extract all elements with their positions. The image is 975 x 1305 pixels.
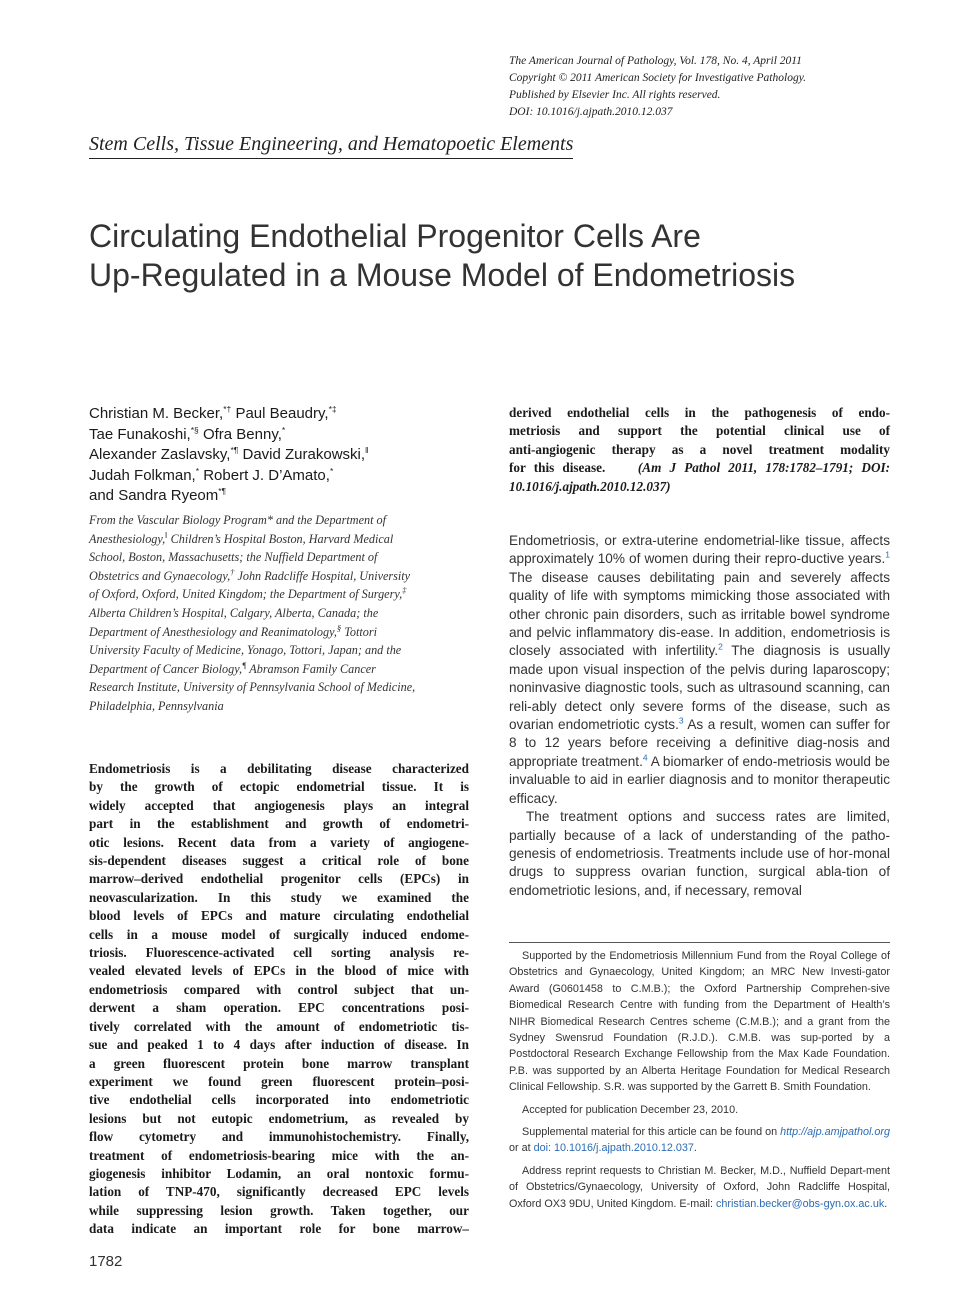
author-name: Tae Funakoshi, bbox=[89, 425, 191, 443]
author-affiliation-mark: *§ bbox=[190, 424, 199, 435]
abstract-line: neovascularization. In this study we examined the bbox=[89, 889, 469, 905]
page-number: 1782 bbox=[89, 1253, 123, 1270]
abstract-line: otic lesions. Recent data from a variety of angiogene- bbox=[89, 834, 469, 850]
author-name: Ofra Benny, bbox=[202, 425, 282, 443]
abstract-line: sis-dependent diseases suggest a critical role of bone bbox=[89, 853, 469, 869]
abstract-line: cells in a mouse model of surgically induced endome- bbox=[89, 926, 469, 942]
affiliation-text: Tottori bbox=[341, 624, 377, 639]
affiliation-text: Department of Cancer Biology, bbox=[89, 661, 242, 676]
abstract-text: for this disease. bbox=[509, 460, 606, 476]
body-paragraph bbox=[509, 532, 890, 808]
affiliation-text: of Oxford, Oxford, United Kingdom; the Department of Surgery, bbox=[89, 587, 403, 602]
abstract-line: while suppressing lesion growth. Taken together, our bbox=[89, 1202, 469, 1218]
affiliation-line: School, Boston, Massachusetts; the Nuffield Department of bbox=[89, 550, 378, 565]
abstract-line: by the growth of ectopic endometrial tissue. It is bbox=[89, 779, 469, 795]
affiliation-mark: † bbox=[230, 566, 235, 577]
affiliation-text: Abramson Family Cancer bbox=[246, 661, 376, 676]
affiliation-line bbox=[89, 660, 479, 679]
reprint-footnote bbox=[509, 1163, 890, 1212]
journal-link[interactable]: http://ajp.amjpathol.org bbox=[780, 1126, 890, 1139]
reference-link[interactable]: 3 bbox=[678, 715, 684, 726]
author-list bbox=[89, 404, 489, 507]
author-name: Alexander Zaslavsky, bbox=[89, 446, 231, 463]
affiliation-text: Anesthesiology, bbox=[89, 531, 166, 546]
affiliation-line: Alberta Children’s Hospital, Calgary, Alberta, Canada; the bbox=[89, 605, 379, 620]
abstract-line: widely accepted that angiogenesis plays an integral bbox=[89, 797, 469, 813]
article-title bbox=[89, 217, 889, 295]
reference-link[interactable]: 2 bbox=[718, 641, 723, 652]
affiliation-mark: ‖ bbox=[165, 529, 168, 540]
abstract-line: treatment of endometriosis-bearing mice with the an- bbox=[89, 1147, 469, 1163]
abstract-line: endometriosis compared with control subject that un- bbox=[89, 981, 469, 997]
copyright-line: Copyright © 2011 American Society for Investigative Pathology. bbox=[509, 72, 807, 84]
author-line bbox=[89, 404, 489, 425]
affiliation-text: Department of Anesthesiology and Reanimatology, bbox=[89, 624, 337, 639]
reference-link[interactable]: 1 bbox=[885, 549, 890, 560]
body-paragraph: The treatment options and success rates are limited, partially because of a lack of understanding of the patho-genesis of endometriosis. Treatments include use of hor-monal drugs to suppress ovarian function, surgical abla-tion of endometriotic lesions, and, if necessary, removal bbox=[509, 809, 890, 898]
author-name: Robert J. D’Amato, bbox=[203, 466, 330, 484]
author-line bbox=[89, 445, 489, 466]
abstract-line: Endometriosis is a debilitating disease characterized bbox=[89, 761, 469, 776]
abstract-line: derived endothelial cells in the pathogenesis of endo- bbox=[509, 405, 890, 420]
affiliation-mark: § bbox=[336, 622, 342, 633]
abstract-line: metriosis and support the potential clinical use of bbox=[509, 423, 890, 439]
abstract-line: lesions but not eutopic endometrium, as revealed by bbox=[89, 1110, 469, 1126]
citation-doi-text: 10.1016/j.ajpath.2010.12.037) bbox=[509, 478, 671, 494]
abstract-line: giogenesis inhibitor Lodamin, an oral nontoxic formu- bbox=[89, 1165, 469, 1181]
footnote-text: Supplemental material for this article can be found on bbox=[522, 1126, 781, 1139]
affiliation-line: From the Vascular Biology Program* and the Department of bbox=[89, 513, 386, 527]
journal-citation: (Am J Pathol 2011, 178:1782–1791; DOI: bbox=[637, 460, 891, 476]
body-text: The diagnosis is usually made upon visual inspection of the pelvis during laparoscopy; noninvasive diagnostic tools, such as ultrasound scanning, can reli-ably detect only severe forms of the disease, such as ovarian endometriotic cysts. bbox=[509, 643, 890, 733]
supplemental-footnote bbox=[509, 1124, 890, 1157]
author-affiliation-mark: *¶ bbox=[218, 486, 227, 496]
doi-link[interactable]: doi: 10.1016/j.ajpath.2010.12.037 bbox=[533, 1142, 694, 1155]
section-heading: Stem Cells, Tissue Engineering, and Hematopoetic Elements bbox=[89, 131, 573, 159]
abstract-line: tive endothelial cells incorporated into endometriotic bbox=[89, 1092, 469, 1108]
body-text: The disease causes debilitating pain and severely affects quality of life with symptoms mimicking those associated with other chronic pain disorders, such as irritable bowel syndrome and pelvic inflammatory dis-ease. In addition, endometriosis is closely associated with infertility. bbox=[509, 569, 890, 659]
journal-citation-header bbox=[509, 53, 929, 121]
citation-doi bbox=[509, 478, 890, 496]
title-line-1: Circulating Endothelial Progenitor Cells Are bbox=[89, 218, 701, 254]
affiliation-text: John Radcliffe Hospital, University bbox=[234, 568, 411, 583]
abstract-line: anti-angiogenic therapy as a novel treatment modality bbox=[509, 441, 890, 457]
author-line bbox=[89, 425, 489, 446]
author-name: David Zurakowski, bbox=[242, 446, 366, 463]
footnote-text: Address reprint requests to Christian M. Becker, M.D., Nuffield Depart-ment of Obstetrics/Gynaecology, University of Oxford, John Radcliffe Hospital, Oxford OX3 9DU, United Kingdom. E-mail: bbox=[509, 1164, 890, 1210]
author-affiliation-mark: *† bbox=[223, 404, 232, 414]
body-text: Endometriosis, or extra-uterine endometrial-like tissue, affects approximately 10% of women during their repro-ductive years. bbox=[509, 533, 890, 567]
abstract-continuation bbox=[509, 404, 890, 496]
author-line bbox=[89, 486, 489, 507]
abstract-line: triosis. Fluorescence-activated cell sorting analysis re- bbox=[89, 945, 469, 961]
funding-footnote: Supported by the Endometriosis Millennium Fund from the Royal College of Obstetrics and Gynaecology, United Kingdom; an MRC New Investi-gator Award (G0601458 to C.M.B.); the Oxford Partnership Comprehen-sive Biomedical Research Centre with funding from the Department of Health’s NIHR Biomedical Research Centres scheme (C.M.B.); and a grant from the Sydney Swensrud Foundation (R.J.D.). C.M.B. was sup-ported by a Postdoctoral Research Exchange Fellowship from the Max Kade Foundation. P.B. was supported by an Alberta Heritage Foundation for Medical Research Clinical Fellowship. S.R. was supported by the Garrett B. Smith Foundation. bbox=[509, 950, 890, 1094]
title-line-2: Up-Regulated in a Mouse Model of Endometriosis bbox=[89, 257, 796, 293]
affiliations bbox=[89, 511, 479, 716]
accepted-footnote: Accepted for publication December 23, 2010. bbox=[522, 1103, 739, 1116]
author-name: and Sandra Ryeom bbox=[89, 487, 219, 504]
body-text: As a result, women can suffer for 8 to 12 years before receiving a definitive diag-nosis and appropriate treatment. bbox=[509, 717, 891, 769]
journal-volume-line: The American Journal of Pathology, Vol. 178, No. 4, April 2011 bbox=[509, 55, 802, 67]
abstract-line: part in the establishment and growth of endometri- bbox=[89, 816, 469, 832]
publisher-line: Published by Elsevier Inc. All rights reserved. bbox=[509, 89, 721, 101]
abstract-line: a green fluorescent protein bone marrow transplant bbox=[89, 1055, 469, 1071]
footnote-text: or at bbox=[509, 1142, 534, 1155]
abstract bbox=[89, 760, 469, 1239]
author-line bbox=[89, 466, 489, 487]
abstract-line: sue and peaked 1 to 4 days after induction of disease. In bbox=[89, 1037, 469, 1053]
abstract-line: flow cytometry and immunohistochemistry. Finally, bbox=[89, 1129, 469, 1145]
footnote-text: . bbox=[693, 1142, 697, 1155]
author-affiliation-mark: *¶ bbox=[230, 445, 239, 455]
footnote-text: . bbox=[884, 1197, 888, 1210]
author-affiliation-mark: * bbox=[329, 465, 334, 476]
article-body bbox=[509, 532, 890, 900]
abstract-line: blood levels of EPCs and mature circulating endothelial bbox=[89, 908, 469, 924]
affiliation-mark: ¶ bbox=[242, 659, 247, 670]
body-text: A biomarker of endo-metriosis would be invaluable to aid in earlier diagnosis and to monitor therapeutic efficacy. bbox=[509, 753, 890, 806]
affiliation-mark: ‡ bbox=[402, 585, 407, 596]
affiliation-line bbox=[89, 530, 479, 549]
abstract-line: vealed elevated levels of EPCs in the blood of mice with bbox=[89, 963, 469, 979]
author-affiliation-mark: * bbox=[195, 465, 200, 476]
affiliation-line bbox=[89, 585, 479, 604]
author-affiliation-mark: ‖ bbox=[365, 445, 369, 455]
affiliation-line bbox=[89, 623, 479, 642]
footnotes bbox=[509, 948, 890, 1212]
author-affiliation-mark: *‡ bbox=[328, 404, 337, 414]
doi-line: DOI: 10.1016/j.ajpath.2010.12.037 bbox=[509, 106, 673, 118]
abstract-line: tively correlated with the amount of endometriotic tis- bbox=[89, 1018, 469, 1034]
affiliation-text: Obstetrics and Gynaecology, bbox=[89, 568, 231, 583]
abstract-line: derwent a sham operation. EPC concentrations posi- bbox=[89, 1000, 469, 1016]
affiliation-line: Research Institute, University of Pennsylvania School of Medicine, bbox=[89, 680, 416, 695]
abstract-line-with-citation bbox=[509, 459, 890, 477]
affiliation-line bbox=[89, 567, 479, 586]
abstract-line: experiment we found green fluorescent protein–posi- bbox=[89, 1073, 469, 1089]
reference-link[interactable]: 4 bbox=[642, 752, 648, 763]
abstract-line: lation of TNP-470, significantly decreased EPC levels bbox=[89, 1184, 469, 1200]
affiliation-line: Philadelphia, Pennsylvania bbox=[89, 698, 224, 713]
affiliation-line: University Faculty of Medicine, Yonago, Tottori, Japan; and the bbox=[89, 643, 402, 658]
author-name: Paul Beaudry, bbox=[235, 405, 329, 422]
abstract-line: marrow–derived endothelial progenitor cells (EPCs) in bbox=[89, 871, 469, 887]
abstract-line: data indicate an important role for bone marrow– bbox=[89, 1221, 469, 1237]
footnote-divider bbox=[509, 942, 890, 943]
author-affiliation-mark: * bbox=[281, 424, 286, 435]
author-name: Christian M. Becker, bbox=[89, 405, 224, 422]
affiliation-text: Children’s Hospital Boston, Harvard Medical bbox=[167, 531, 394, 546]
email-link[interactable]: christian.becker@obs-gyn.ox.ac.uk bbox=[716, 1197, 885, 1210]
author-name: Judah Folkman, bbox=[89, 466, 196, 484]
